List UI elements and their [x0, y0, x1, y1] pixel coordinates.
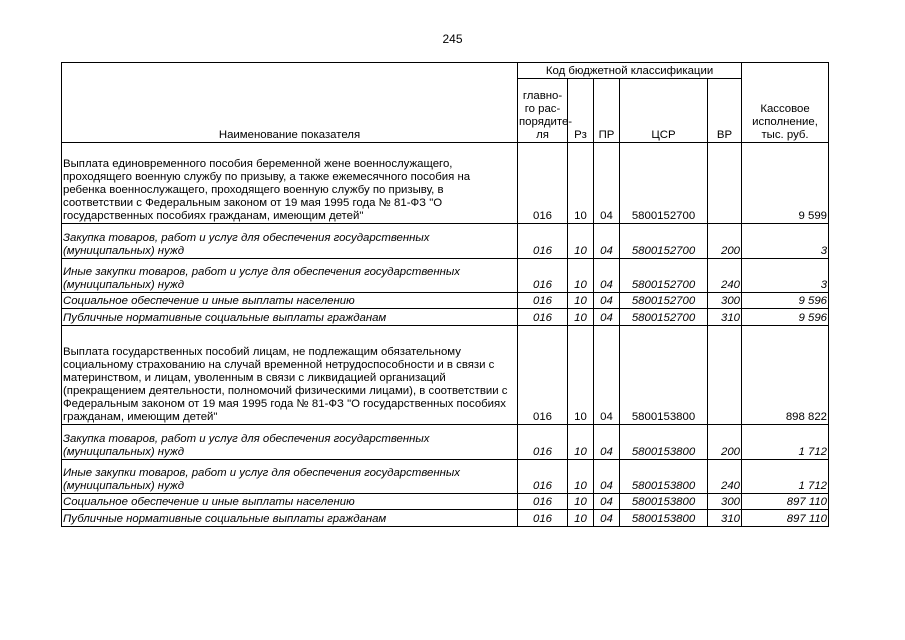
row-amount: 897 110 — [742, 510, 829, 527]
row-vr: 310 — [708, 309, 742, 326]
row-manager: 016 — [518, 293, 568, 309]
row-manager: 016 — [518, 494, 568, 510]
header-budget-classification: Код бюджетной классификации — [518, 63, 742, 79]
row-rz: 10 — [568, 293, 594, 309]
row-pr: 04 — [594, 460, 620, 494]
header-csr: ЦСР — [620, 79, 708, 143]
row-rz: 10 — [568, 259, 594, 293]
row-rz: 10 — [568, 224, 594, 259]
row-amount: 898 822 — [742, 326, 829, 425]
row-manager: 016 — [518, 326, 568, 425]
row-pr: 04 — [594, 224, 620, 259]
row-name: Закупка товаров, работ и услуг для обеспечения государственных (муниципальных) нужд — [62, 224, 518, 259]
row-pr: 04 — [594, 326, 620, 425]
row-pr: 04 — [594, 309, 620, 326]
row-amount: 897 110 — [742, 494, 829, 510]
row-csr: 5800152700 — [620, 293, 708, 309]
table-row — [62, 494, 829, 510]
row-pr: 04 — [594, 510, 620, 527]
row-rz: 10 — [568, 510, 594, 527]
header-vr: ВР — [708, 79, 742, 143]
row-name: Выплата государственных пособий лицам, не подлежащим обязательному социальному страхованию на случай временной нетрудоспособности и в связи с материнством, и лицам, уволенным в связи с ликвидацией организаций (прекращением деятельности, полномочий физическими лицами), в соответствии с Федеральным законом от 19 мая 1995 года № 81-ФЗ "О государственных пособиях гражданам, имеющим детей" — [62, 326, 518, 425]
table-row — [62, 293, 829, 309]
row-amount: 3 — [742, 224, 829, 259]
row-vr: 200 — [708, 425, 742, 460]
row-rz: 10 — [568, 326, 594, 425]
table-row — [62, 510, 829, 527]
row-manager: 016 — [518, 309, 568, 326]
page-number: 245 — [442, 32, 463, 46]
row-vr: 240 — [708, 460, 742, 494]
row-amount: 3 — [742, 259, 829, 293]
row-amount: 9 599 — [742, 143, 829, 224]
row-csr: 5800153800 — [620, 510, 708, 527]
row-rz: 10 — [568, 425, 594, 460]
row-name: Закупка товаров, работ и услуг для обеспечения государственных (муниципальных) нужд — [62, 425, 518, 460]
row-vr: 200 — [708, 224, 742, 259]
table-row — [62, 326, 829, 425]
table-row — [62, 460, 829, 494]
row-csr: 5800153800 — [620, 425, 708, 460]
row-vr: 240 — [708, 259, 742, 293]
row-csr: 5800153800 — [620, 460, 708, 494]
header-rz: Рз — [568, 79, 594, 143]
row-vr: 310 — [708, 510, 742, 527]
row-name: Публичные нормативные социальные выплаты гражданам — [62, 510, 518, 527]
row-csr: 5800152700 — [620, 309, 708, 326]
row-rz: 10 — [568, 460, 594, 494]
row-csr: 5800152700 — [620, 259, 708, 293]
row-pr: 04 — [594, 293, 620, 309]
row-csr: 5800152700 — [620, 224, 708, 259]
row-pr: 04 — [594, 494, 620, 510]
row-rz: 10 — [568, 309, 594, 326]
budget-table — [61, 62, 829, 527]
table-row — [62, 309, 829, 326]
row-manager: 016 — [518, 425, 568, 460]
row-pr: 04 — [594, 425, 620, 460]
table-row — [62, 224, 829, 259]
row-name: Выплата единовременного пособия беременной жене военнослужащего, проходящего военную службу по призыву, а также ежемесячного пособия на ребенка военнослужащего, проходящего военную службу по призыву, в соответствии с Федеральным законом от 19 мая 1995 года № 81-ФЗ "О государственных пособиях гражданам, имеющим детей" — [62, 143, 518, 224]
row-manager: 016 — [518, 143, 568, 224]
header-name: Наименование показателя — [62, 63, 518, 143]
row-rz: 10 — [568, 494, 594, 510]
row-csr: 5800153800 — [620, 494, 708, 510]
row-vr: 300 — [708, 293, 742, 309]
header-manager: главно-го рас-порядите-ля — [518, 79, 568, 143]
row-csr: 5800153800 — [620, 326, 708, 425]
header-pr: ПР — [594, 79, 620, 143]
row-manager: 016 — [518, 510, 568, 527]
row-name: Иные закупки товаров, работ и услуг для обеспечения государственных (муниципальных) нужд — [62, 259, 518, 293]
row-csr: 5800152700 — [620, 143, 708, 224]
row-name: Социальное обеспечение и иные выплаты населению — [62, 293, 518, 309]
row-pr: 04 — [594, 259, 620, 293]
row-manager: 016 — [518, 460, 568, 494]
row-name: Публичные нормативные социальные выплаты гражданам — [62, 309, 518, 326]
row-vr: 300 — [708, 494, 742, 510]
row-name: Иные закупки товаров, работ и услуг для обеспечения государственных (муниципальных) нужд — [62, 460, 518, 494]
row-vr — [708, 326, 742, 425]
row-vr — [708, 143, 742, 224]
table-row — [62, 143, 829, 224]
table-row — [62, 425, 829, 460]
header-amount: Кассовое исполнение, тыс. руб. — [742, 63, 829, 143]
row-name: Социальное обеспечение и иные выплаты населению — [62, 494, 518, 510]
row-amount: 9 596 — [742, 293, 829, 309]
row-pr: 04 — [594, 143, 620, 224]
row-rz: 10 — [568, 143, 594, 224]
table-row — [62, 259, 829, 293]
row-manager: 016 — [518, 224, 568, 259]
row-manager: 016 — [518, 259, 568, 293]
row-amount: 9 596 — [742, 309, 829, 326]
row-amount: 1 712 — [742, 460, 829, 494]
row-amount: 1 712 — [742, 425, 829, 460]
